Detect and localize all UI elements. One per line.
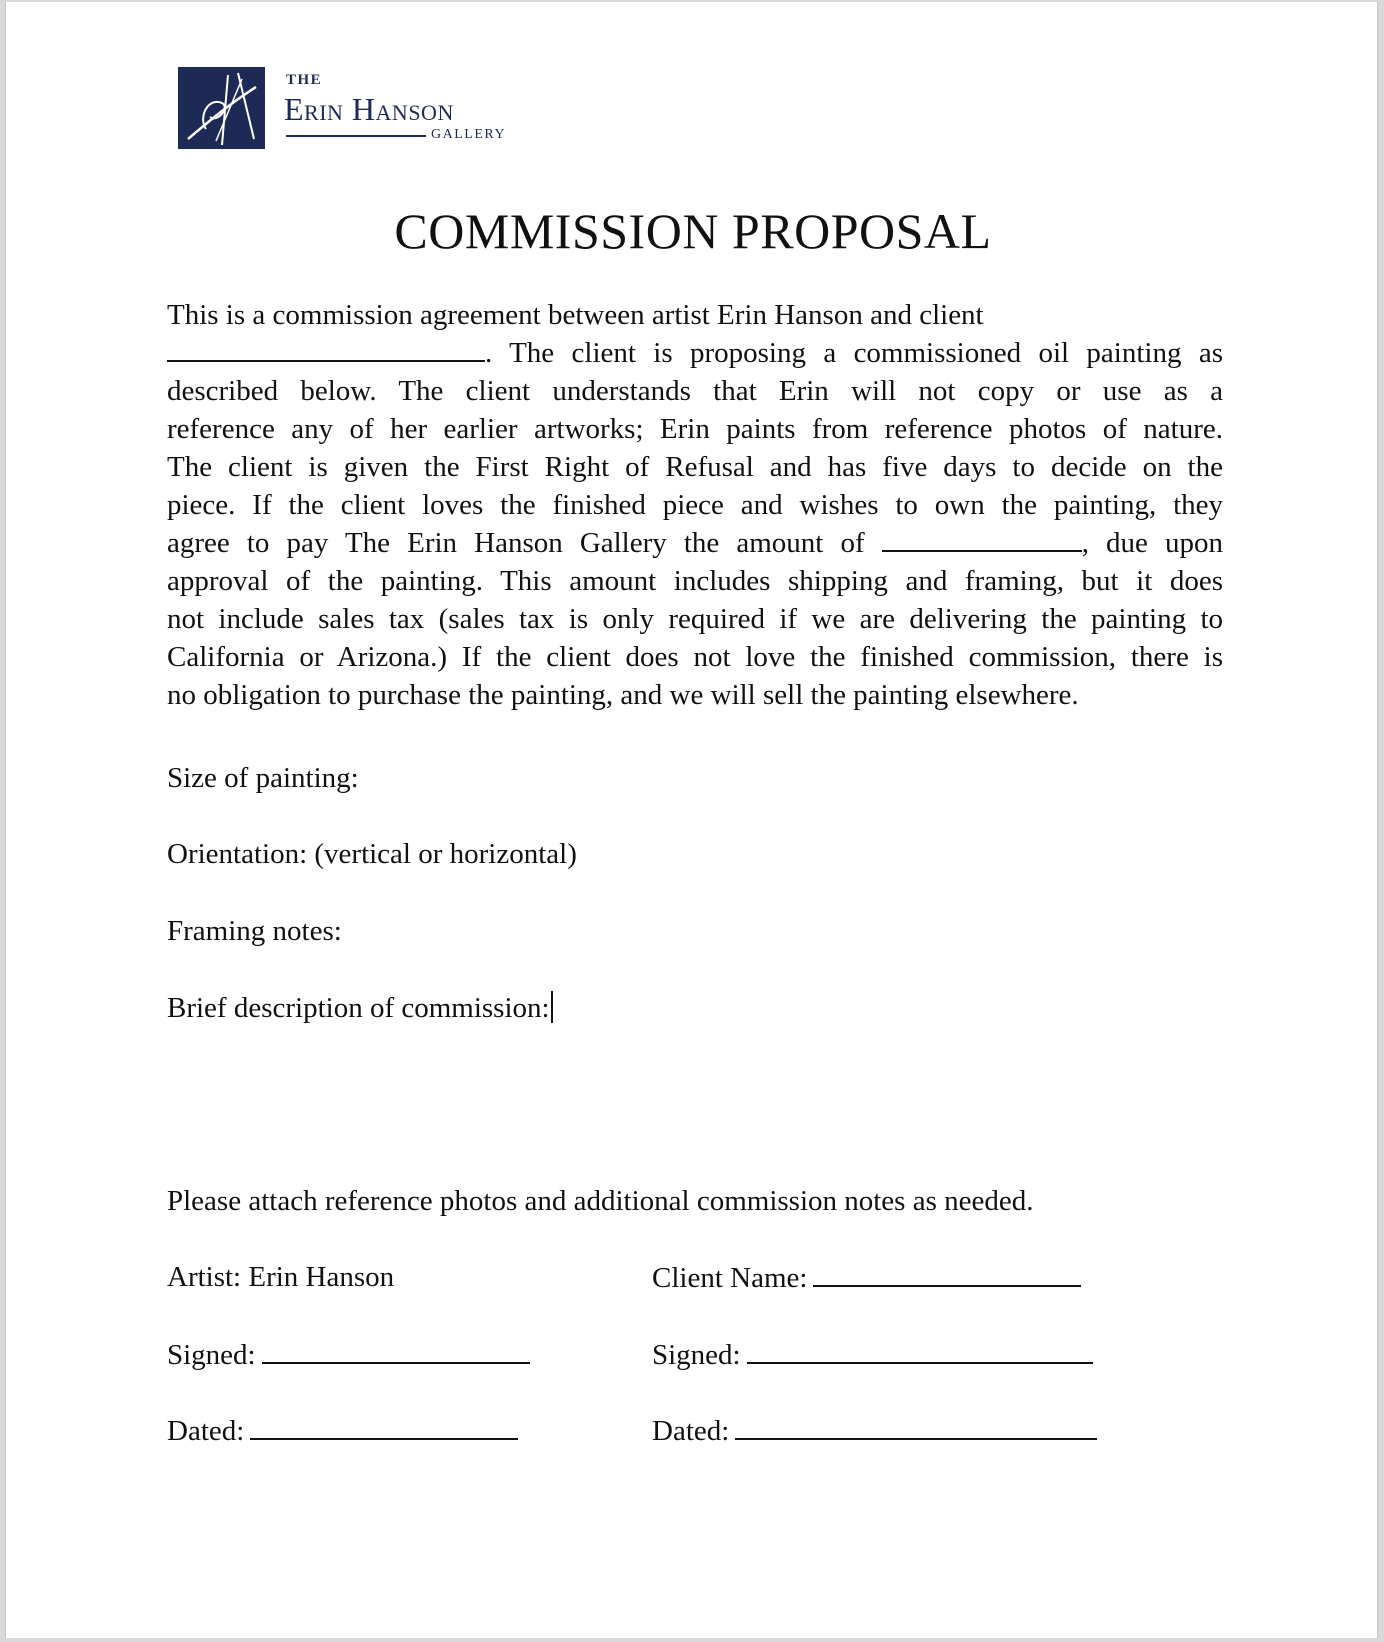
agreement-line-text: . The client is proposing a commissioned oil painting as [485, 337, 1223, 369]
artist-signed-label: Signed: [167, 1339, 256, 1371]
artist-dated-label: Dated: [167, 1415, 245, 1447]
framing-field-label[interactable]: Framing notes: [167, 915, 342, 947]
agreement-line: no obligation to purchase the painting, and we will sell the painting elsewhere. [167, 679, 1079, 711]
agreement-line: piece. If the client loves the finished piece and wishes to own the painting, they [167, 489, 1223, 521]
agreement-line-text: agree to pay The Erin Hanson Gallery the amount of [167, 527, 865, 559]
artist-dated-field[interactable] [167, 1414, 518, 1448]
attach-note: Please attach reference photos and additional commission notes as needed. [167, 1185, 1034, 1217]
client-name-field[interactable] [652, 1261, 1081, 1295]
client-signature-line[interactable] [747, 1338, 1093, 1364]
orientation-field-label[interactable]: Orientation: (vertical or horizontal) [167, 838, 577, 870]
artist-date-line[interactable] [250, 1414, 518, 1440]
agreement-line: approval of the painting. This amount includes shipping and framing, but it does [167, 565, 1223, 597]
agreement-line: reference any of her earlier artworks; Erin paints from reference photos of nature. [167, 413, 1223, 445]
client-dated-field[interactable] [652, 1414, 1097, 1448]
logo-the-text: THE [286, 72, 323, 88]
amount-blank[interactable] [882, 528, 1082, 552]
logo-name-text: Erin Hanson [284, 91, 454, 127]
agreement-line: The client is given the First Right of Refusal and has five days to decide on the [167, 451, 1223, 483]
agreement-line: described below. The client understands that Erin will not copy or use as a [167, 375, 1223, 407]
artist-signature-line[interactable] [262, 1338, 530, 1364]
artist-name-label: Artist: Erin Hanson [167, 1261, 395, 1293]
client-signed-label: Signed: [652, 1339, 741, 1371]
artist-signed-field[interactable] [167, 1338, 530, 1372]
gallery-logo [178, 67, 538, 151]
agreement-paragraph [167, 296, 1227, 714]
description-field[interactable] [167, 991, 553, 1025]
agreement-line [167, 524, 1223, 562]
agreement-line-text: , due upon [1081, 527, 1223, 559]
eh-monogram-icon [178, 67, 265, 149]
logo-rule [286, 135, 426, 137]
agreement-line [167, 334, 1223, 372]
agreement-line: not include sales tax (sales tax is only required if we are delivering the painting to [167, 603, 1223, 635]
client-signed-field[interactable] [652, 1338, 1093, 1372]
logo-gallery-text: GALLERY [431, 127, 507, 142]
size-field-label[interactable]: Size of painting: [167, 762, 359, 794]
client-date-line[interactable] [735, 1414, 1097, 1440]
client-name-label: Client Name: [652, 1262, 808, 1294]
text-cursor [551, 991, 553, 1023]
description-field-label: Brief description of commission: [167, 992, 550, 1024]
document-page [5, 2, 1378, 1638]
agreement-line: This is a commission agreement between artist Erin Hanson and client [167, 299, 984, 331]
client-name-line[interactable] [813, 1261, 1081, 1287]
client-dated-label: Dated: [652, 1415, 730, 1447]
client-name-blank[interactable] [167, 338, 485, 362]
agreement-line: California or Arizona.) If the client does not love the finished commission, there is [167, 641, 1223, 673]
page-title: COMMISSION PROPOSAL [394, 203, 992, 259]
